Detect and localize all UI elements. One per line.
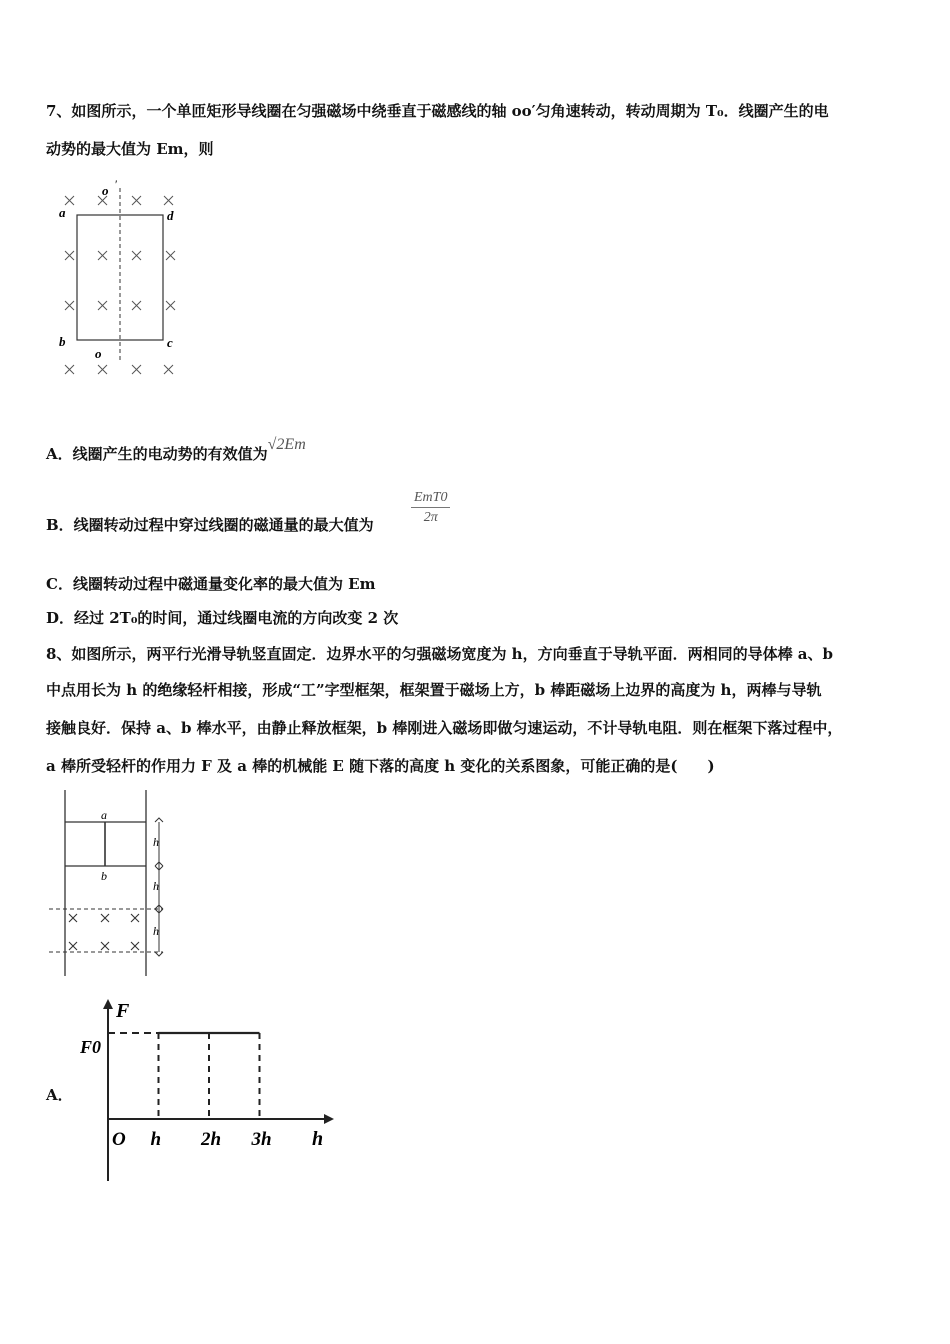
q7-option-a-text: A．线圈产生的电动势的有效值为 (46, 445, 268, 463)
dimension-h-3: h (153, 924, 159, 938)
q7-line-1: 7、如图所示，一个单匝矩形导线圈在匀强磁场中绕垂直于磁感线的轴 oo′匀角速转动，转动周期为 T₀．线圈产生的电 (46, 102, 829, 120)
q7-option-a-math: √2Em (267, 436, 306, 453)
y-axis-arrow (103, 999, 113, 1009)
field-crosses (69, 914, 139, 950)
x-axis-arrow (324, 1114, 334, 1124)
label-c: c (167, 335, 173, 350)
q7-option-c: C．线圈转动过程中磁通量变化率的最大值为 Em (46, 575, 376, 593)
q7-option-a (46, 436, 306, 465)
label-a: a (59, 205, 66, 220)
label-o-top: o (102, 183, 109, 198)
x-tick-label-1: h (150, 1129, 162, 1150)
q7-option-b-fraction (411, 490, 450, 526)
fraction-numerator: EmT0 (411, 490, 450, 508)
q8-option-a-chart (76, 995, 336, 1185)
y-tick-label-f0: F0 (80, 1037, 102, 1057)
q8-option-a-label: A． (46, 1086, 73, 1104)
q8-line-1: 8、如图所示，两平行光滑导轨竖直固定．边界水平的匀强磁场宽度为 h，方向垂直于导轨平面．两相同的导体棒 a、b (46, 645, 833, 663)
fraction-denominator: 2π (423, 510, 438, 525)
label-o-bottom: o (95, 346, 102, 361)
q7-line-2: 动势的最大值为 Em，则 (46, 140, 214, 158)
rod-label-a: a (101, 808, 107, 822)
label-d: d (167, 208, 174, 223)
magnetic-field-crosses (65, 196, 175, 374)
label-b: b (59, 334, 66, 349)
dimension-h-1: h (153, 835, 159, 849)
q7-coil-figure (55, 177, 195, 385)
dimension-h-2: h (153, 879, 159, 893)
q8-line-4: a 棒所受轻杆的作用力 F 及 a 棒的机械能 E 随下落的高度 h 变化的关系图象，可能正确的是( ) (46, 757, 715, 775)
q8-line-3: 接触良好．保持 a、b 棒水平，由静止释放框架，b 棒刚进入磁场即做匀速运动，不计导轨电阻．则在框架下落过程中， (46, 719, 843, 737)
q8-rail-figure (45, 788, 180, 978)
q7-option-d: D．经过 2T₀的时间，通过线圈电流的方向改变 2 次 (46, 609, 399, 627)
x-tick-label-3: 3h (251, 1129, 272, 1150)
rod-label-b: b (101, 869, 107, 883)
x-tick-label-0: O (112, 1129, 126, 1150)
y-axis-label: F (116, 1000, 130, 1022)
x-tick-label-2: 2h (201, 1129, 222, 1150)
q7-option-b: B．线圈转动过程中穿过线圈的磁通量的最大值为 (46, 516, 374, 534)
label-o-prime: ′ (115, 177, 118, 191)
x-axis-label: h (312, 1128, 324, 1150)
q8-line-2: 中点用长为 h 的绝缘轻杆相接，形成“工”字型框架，框架置于磁场上方，b 棒距磁场上边界的高度为 h，两棒与导轨 (46, 681, 822, 699)
